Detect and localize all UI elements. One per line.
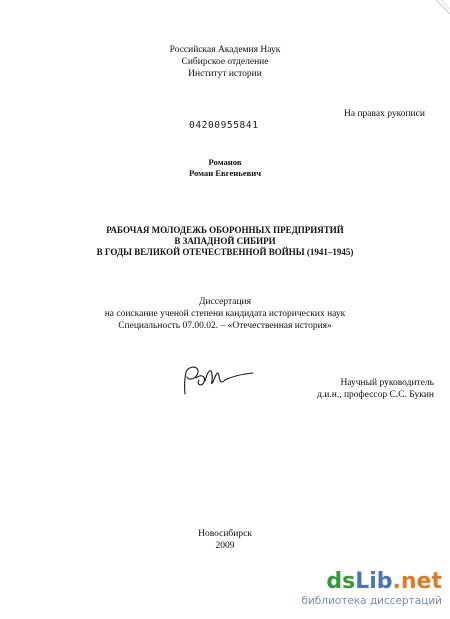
logo-net: .net — [392, 569, 442, 594]
footer-city: Новосибирск — [198, 529, 252, 539]
place-and-year — [0, 528, 450, 552]
dslib-logo — [272, 570, 442, 594]
archive-code: 04200955841 — [189, 120, 259, 131]
logo-ds: ds — [326, 569, 356, 594]
supervisor-block — [300, 377, 434, 401]
author-name: Роман Евгеньевич — [188, 168, 262, 178]
dissertation-title — [0, 225, 450, 258]
dslib-watermark — [272, 570, 442, 608]
title-line: В ЗАПАДНОЙ СИБИРИ — [174, 236, 276, 246]
description-line: на соискание ученой степени кандидата исторических наук — [104, 309, 346, 319]
description-line: Специальность 07.00.02. – «Отечественная история» — [118, 321, 332, 331]
title-line: РАБОЧАЯ МОЛОДЕЖЬ ОБОРОННЫХ ПРЕДПРИЯТИЙ — [106, 225, 344, 235]
supervisor-role: Научный руководитель — [340, 378, 434, 388]
rights-note: На правах рукописи — [344, 109, 425, 119]
institution-line: Сибирское отделение — [181, 57, 269, 67]
author-surname: Романов — [208, 157, 242, 167]
institution-line: Институт истории — [188, 69, 262, 79]
author-block — [0, 157, 450, 179]
page-corner-mark — [432, 0, 450, 18]
institution-line: Российская Академия Наук — [169, 45, 281, 55]
description-line: Диссертация — [199, 297, 251, 307]
logo-lib: Lib — [355, 569, 393, 594]
institution-block — [0, 44, 450, 80]
watermark-subtitle: библиотека диссертаций — [301, 595, 442, 607]
handwritten-signature — [175, 364, 270, 398]
degree-description — [0, 296, 450, 332]
title-line: В ГОДЫ ВЕЛИКОЙ ОТЕЧЕСТВЕННОЙ ВОЙНЫ (1941–1945) — [96, 247, 354, 257]
supervisor-name: д.и.н., профессор С.С. Букин — [317, 390, 434, 400]
footer-year: 2009 — [215, 541, 235, 551]
